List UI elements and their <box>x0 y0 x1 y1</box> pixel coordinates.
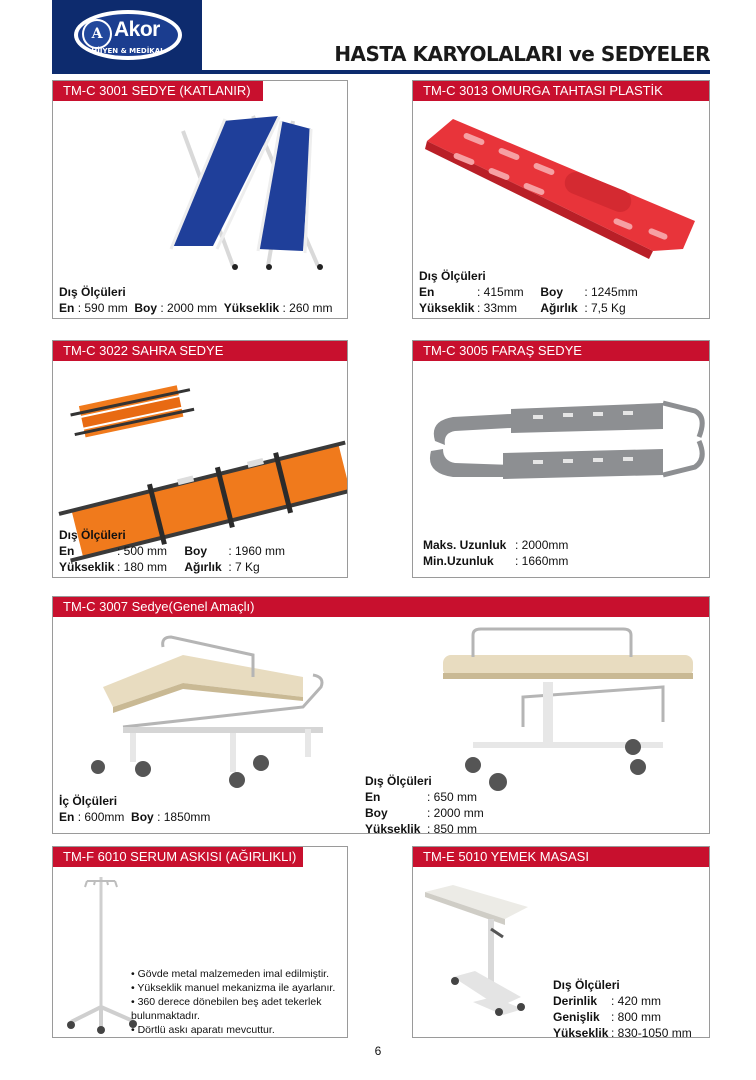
product-title: TM-C 3022 SAHRA SEDYE <box>53 341 348 361</box>
spec-value: : 500 mm <box>117 544 168 558</box>
spec-value: : 650 mm <box>427 790 478 804</box>
spec-key: Boy <box>134 301 158 315</box>
spec-key: En <box>365 790 381 804</box>
product-card-tm-c-3007 <box>52 596 710 834</box>
spec-value: : 1245mm <box>584 285 638 299</box>
spec-value: : 600mm <box>77 810 125 824</box>
spec-key: Boy <box>365 806 388 820</box>
product-card-tm-f-6010 <box>52 846 348 1038</box>
logo-emblem-icon: A <box>82 19 112 49</box>
feature-item: • Yükseklik manuel mekanizma ile ayarlanır. <box>131 982 336 994</box>
spec-key: Yükseklik <box>59 560 115 574</box>
spec-value: : 2000 mm <box>427 806 484 820</box>
spec-value: : 1850mm <box>157 810 211 824</box>
spec-value: : 1960 mm <box>228 544 286 558</box>
inner-spec-block <box>59 793 210 825</box>
spec-key: Ağırlık <box>184 560 222 574</box>
product-title: TM-C 3007 Sedye(Genel Amaçlı) <box>53 597 710 617</box>
spec-value: : 800 mm <box>611 1010 662 1024</box>
spec-key: En <box>59 301 75 315</box>
product-title: TM-E 5010 YEMEK MASASI <box>413 847 709 867</box>
feature-item: • 360 derece dönebilen beş adet tekerlek <box>131 996 322 1008</box>
page-header <box>0 0 756 72</box>
spec-title: Dış Ölçüleri <box>59 528 126 542</box>
spec-key: Derinlik <box>553 994 598 1008</box>
spec-value: : 7 Kg <box>228 560 260 574</box>
spec-value: : 415mm <box>477 285 524 299</box>
brand-logo <box>52 0 202 72</box>
spec-value: : 2000 mm <box>160 301 218 315</box>
product-card-tm-e-5010 <box>412 846 710 1038</box>
spec-value: : 33mm <box>477 301 518 315</box>
spec-block <box>423 537 568 569</box>
feature-item: • Dörtlü askı aparatı mevcuttur. <box>131 1024 275 1036</box>
feature-item: • Gövde metal malzemeden imal edilmiştir. <box>131 968 329 980</box>
spec-key: Yükseklik <box>365 822 421 834</box>
spec-title: Dış Ölçüleri <box>59 285 126 299</box>
spec-key: Ağırlık <box>540 301 578 315</box>
spec-value: : 260 mm <box>282 301 333 315</box>
spec-value: : 420 mm <box>611 994 662 1008</box>
product-card-tm-c-3001 <box>52 80 348 319</box>
product-card-tm-c-3005 <box>412 340 710 578</box>
spec-key: En <box>59 544 75 558</box>
brand-name: Akor <box>114 18 160 41</box>
spec-key: Boy <box>131 810 154 824</box>
spec-key: Boy <box>184 544 208 558</box>
spec-title: Dış Ölçüleri <box>365 774 432 788</box>
product-card-tm-c-3022 <box>52 340 348 578</box>
spec-key: Yükseklik <box>419 301 475 315</box>
spec-block <box>419 268 638 316</box>
spec-value: : 590 mm <box>77 301 128 315</box>
spec-key: En <box>59 810 75 824</box>
product-title: TM-C 3005 FARAŞ SEDYE <box>413 341 709 361</box>
outer-spec-block <box>365 773 484 834</box>
spec-key: Genişlik <box>553 1010 600 1024</box>
product-title: TM-C 3001 SEDYE (KATLANIR) <box>53 81 263 101</box>
spec-value: : 180 mm <box>117 560 168 574</box>
spec-key: Boy <box>540 285 564 299</box>
spec-title: İç Ölçüleri <box>59 794 118 808</box>
spec-key: En <box>419 285 435 299</box>
spec-value: : 7,5 Kg <box>584 301 626 315</box>
spec-value: : 850 mm <box>427 822 478 834</box>
spec-title: Dış Ölçüleri <box>553 978 620 992</box>
spec-block <box>553 977 692 1038</box>
spec-value: : 830-1050 mm <box>611 1026 692 1038</box>
spec-block <box>59 527 285 575</box>
page-title: HASTA KARYOLALARI ve SEDYELER <box>334 42 710 66</box>
page-number: 6 <box>374 1044 382 1058</box>
title-divider <box>52 70 710 74</box>
product-card-tm-c-3013 <box>412 80 710 319</box>
spec-title: Dış Ölçüleri <box>419 269 486 283</box>
spec-block <box>59 284 333 316</box>
spec-value: : 1660mm <box>515 554 569 568</box>
brand-subtitle: HİJYEN & MEDİKAL <box>91 47 165 55</box>
feature-list <box>131 967 335 1037</box>
spec-key: Min.Uzunluk <box>423 554 494 568</box>
product-title: TM-C 3013 OMURGA TAHTASI PLASTİK <box>413 81 709 101</box>
spec-value: : 2000mm <box>515 538 569 552</box>
spec-key: Yükseklik <box>223 301 280 315</box>
spec-key: Maks. Uzunluk <box>423 538 507 552</box>
product-title: TM-F 6010 SERUM ASKISI (AĞIRLIKLI) <box>53 847 303 867</box>
feature-item: bulunmaktadır. <box>131 1010 200 1022</box>
spec-key: Yükseklik <box>553 1026 609 1038</box>
